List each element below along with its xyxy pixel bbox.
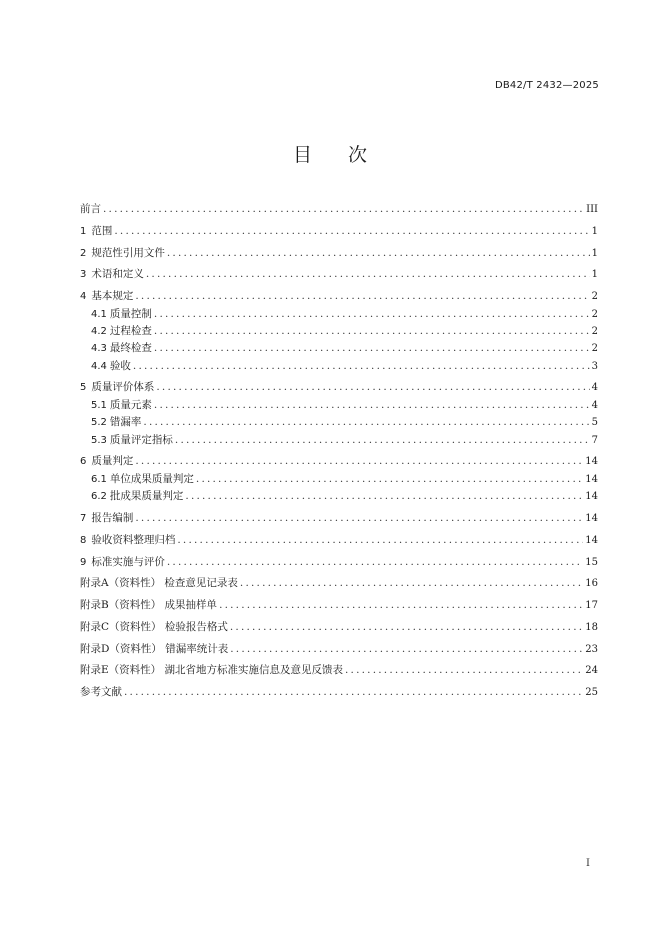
toc-entry-label: 过程检查 xyxy=(109,324,152,337)
toc-entry-number: 9 xyxy=(80,556,87,568)
toc-entry-label: 基本规定 xyxy=(91,290,134,303)
toc-entry-number: 4.3 xyxy=(91,343,107,355)
page-title xyxy=(0,140,662,167)
toc-entry-label: 术语和定义 xyxy=(91,268,144,281)
toc-entry-label: 质量控制 xyxy=(109,307,152,320)
toc-entry-number: 4.1 xyxy=(91,308,107,320)
dot-leader xyxy=(124,684,583,701)
toc-entry-number: 3 xyxy=(80,269,87,281)
toc-entry-page: 16 xyxy=(585,578,598,590)
dot-leader xyxy=(345,662,583,679)
toc-entry-number: 2 xyxy=(80,247,87,259)
toc-entry-number: 6 xyxy=(80,456,87,468)
dot-leader xyxy=(135,453,583,470)
toc-entry[interactable] xyxy=(80,340,598,357)
toc-entry-page: 2 xyxy=(591,291,598,303)
dot-leader xyxy=(135,510,583,527)
toc-entry[interactable] xyxy=(80,358,598,375)
toc-entry-page: 2 xyxy=(591,343,598,355)
table-of-contents xyxy=(80,201,598,702)
dot-leader xyxy=(219,597,583,614)
toc-entry-number: 4 xyxy=(80,291,87,303)
toc-entry-page: 14 xyxy=(585,473,598,485)
dot-leader xyxy=(175,432,590,449)
dot-leader xyxy=(156,379,589,396)
dot-leader xyxy=(154,306,590,323)
toc-entry-page: 1 xyxy=(591,247,598,259)
toc-entry[interactable] xyxy=(80,245,598,262)
toc-entry-page: III xyxy=(586,204,598,215)
toc-entry[interactable] xyxy=(80,432,598,449)
toc-entry-label: 最终检查 xyxy=(109,342,152,355)
toc-entry-page: 17 xyxy=(585,600,598,612)
toc-entry[interactable] xyxy=(80,471,598,488)
toc-entry-page: 1 xyxy=(591,225,598,237)
toc-entry-label: 附录D（资料性） 错漏率统计表 xyxy=(80,642,229,655)
toc-entry[interactable] xyxy=(80,201,598,218)
dot-leader xyxy=(167,554,583,571)
toc-entry-page: 2 xyxy=(591,308,598,320)
toc-entry[interactable] xyxy=(80,684,598,701)
toc-entry-page: 1 xyxy=(591,269,598,281)
toc-entry-page: 4 xyxy=(591,399,598,411)
toc-entry-number: 5 xyxy=(80,382,87,394)
toc-entry-page: 14 xyxy=(585,456,598,468)
toc-entry-number: 5.2 xyxy=(91,417,107,429)
dot-leader xyxy=(103,201,584,218)
toc-entry-number: 6.2 xyxy=(91,491,107,503)
toc-entry-label: 规范性引用文件 xyxy=(91,246,165,259)
toc-entry-page: 14 xyxy=(585,534,598,546)
toc-entry-label: 前言 xyxy=(80,203,101,215)
toc-entry-number: 4.4 xyxy=(91,360,107,372)
toc-entry-label: 标准实施与评价 xyxy=(91,555,165,568)
toc-entry[interactable] xyxy=(80,306,598,323)
toc-entry-page: 18 xyxy=(585,621,598,633)
toc-entry-number: 1 xyxy=(80,225,87,237)
toc-entry[interactable] xyxy=(80,619,598,636)
toc-entry[interactable] xyxy=(80,532,598,549)
toc-entry[interactable] xyxy=(80,397,598,414)
toc-entry[interactable] xyxy=(80,488,598,505)
toc-entry-number: 6.1 xyxy=(91,473,107,485)
toc-entry[interactable] xyxy=(80,597,598,614)
toc-entry[interactable] xyxy=(80,641,598,658)
toc-entry-page: 25 xyxy=(585,687,598,699)
toc-entry[interactable] xyxy=(80,414,598,431)
toc-entry[interactable] xyxy=(80,266,598,283)
toc-entry-label: 附录B（资料性） 成果抽样单 xyxy=(80,599,218,612)
toc-entry-label: 验收资料整理归档 xyxy=(91,533,176,546)
toc-entry-page: 4 xyxy=(591,382,598,394)
toc-entry-label: 质量元素 xyxy=(109,398,152,411)
toc-entry-page: 2 xyxy=(591,325,598,337)
toc-entry[interactable] xyxy=(80,323,598,340)
toc-entry-label: 单位成果质量判定 xyxy=(109,472,194,485)
dot-leader xyxy=(185,488,583,505)
document-number: DB42/T 2432—2025 xyxy=(494,80,599,91)
dot-leader xyxy=(196,471,583,488)
dot-leader xyxy=(154,397,590,414)
title-char-right: 次 xyxy=(348,144,370,166)
toc-entry-page: 5 xyxy=(591,417,598,429)
dot-leader xyxy=(167,245,590,262)
toc-entry[interactable] xyxy=(80,554,598,571)
dot-leader xyxy=(154,323,590,340)
toc-entry-label: 质量评价体系 xyxy=(91,381,155,394)
toc-entry-number: 7 xyxy=(80,512,87,524)
dot-leader xyxy=(240,575,583,592)
toc-entry-page: 3 xyxy=(591,360,598,372)
dot-leader xyxy=(230,641,583,658)
dot-leader xyxy=(135,288,589,305)
toc-entry-label: 错漏率 xyxy=(109,416,142,429)
toc-entry[interactable] xyxy=(80,662,598,679)
toc-entry[interactable] xyxy=(80,510,598,527)
toc-entry[interactable] xyxy=(80,575,598,592)
toc-entry-page: 15 xyxy=(585,556,598,568)
dot-leader xyxy=(143,414,589,431)
dot-leader xyxy=(230,619,583,636)
toc-entry-page: 14 xyxy=(585,491,598,503)
dot-leader xyxy=(177,532,583,549)
toc-entry-label: 批成果质量判定 xyxy=(109,490,184,503)
toc-entry[interactable] xyxy=(80,453,598,470)
toc-entry-page: 14 xyxy=(585,512,598,524)
toc-entry-label: 附录A（资料性） 检查意见记录表 xyxy=(80,577,238,590)
toc-entry-number: 8 xyxy=(80,534,87,546)
toc-entry-page: 7 xyxy=(591,434,598,446)
title-char-left: 目 xyxy=(292,144,314,166)
dot-leader xyxy=(146,266,590,283)
toc-entry-label: 验收 xyxy=(109,359,131,372)
toc-entry-page: 23 xyxy=(585,643,598,655)
toc-entry-label: 报告编制 xyxy=(91,511,134,524)
toc-entry-label: 质量评定指标 xyxy=(109,433,173,446)
toc-entry-label: 附录E（资料性） 湖北省地方标准实施信息及意见反馈表 xyxy=(80,664,344,677)
toc-entry-label: 范围 xyxy=(91,224,113,237)
toc-entry-number: 5.1 xyxy=(91,399,107,411)
toc-entry-number: 5.3 xyxy=(91,434,107,446)
toc-entry[interactable] xyxy=(80,223,598,240)
toc-entry[interactable] xyxy=(80,379,598,396)
dot-leader xyxy=(154,340,590,357)
toc-entry-page: 24 xyxy=(585,665,598,677)
toc-entry-label: 附录C（资料性） 检验报告格式 xyxy=(80,620,228,633)
toc-entry-number: 4.2 xyxy=(91,325,107,337)
dot-leader xyxy=(133,358,590,375)
dot-leader xyxy=(114,223,589,240)
toc-entry-label: 参考文献 xyxy=(80,686,122,699)
toc-entry[interactable] xyxy=(80,288,598,305)
page-number-footer: I xyxy=(586,858,590,869)
toc-entry-label: 质量判定 xyxy=(91,455,134,468)
